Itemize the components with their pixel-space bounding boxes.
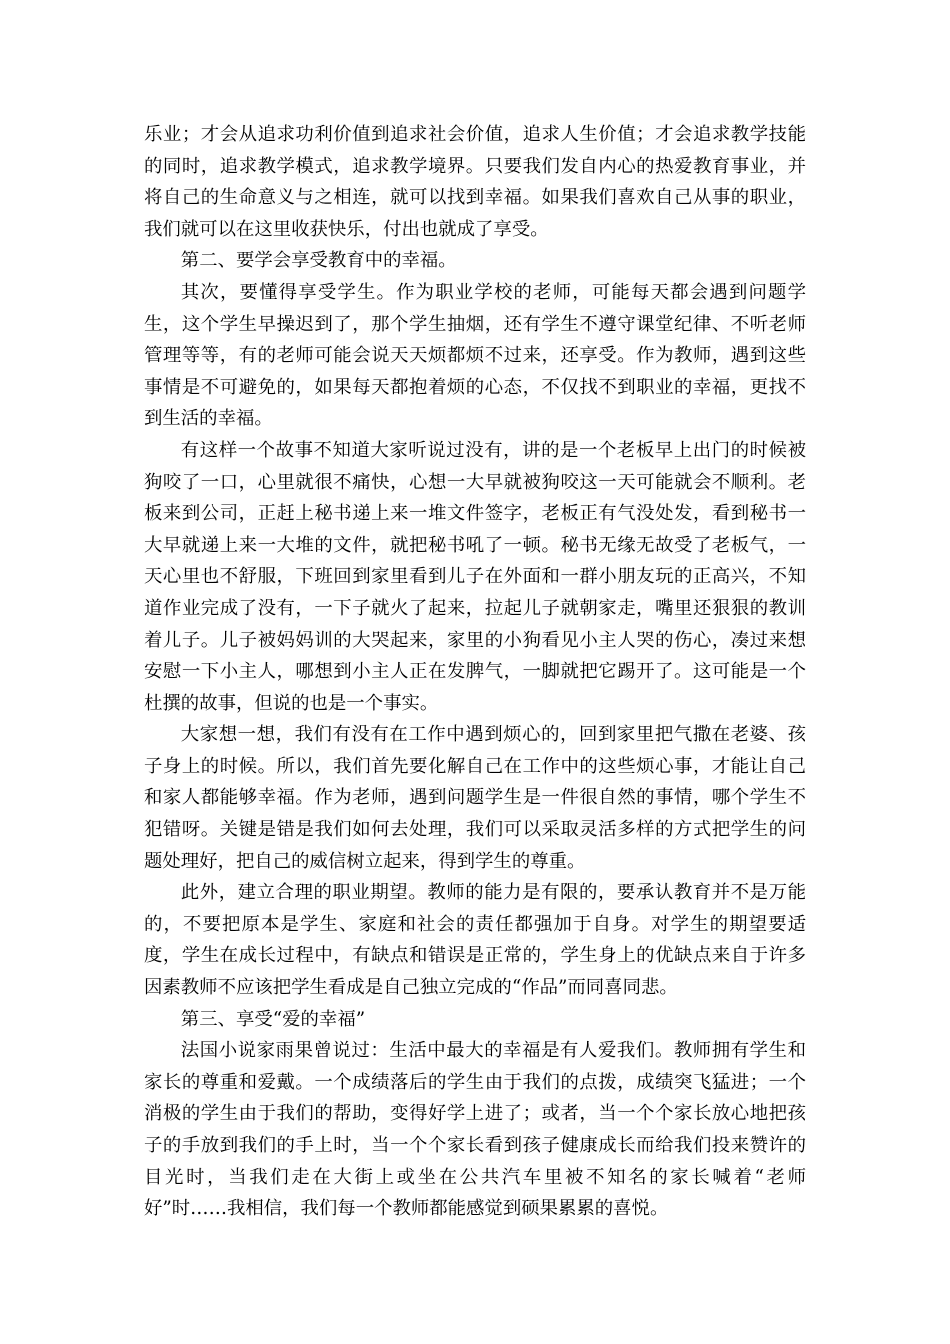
- paragraph-story: 有这样一个故事不知道大家听说过没有，讲的是一个老板早上出门的时候被狗咬了一口，心里就很不痛快，心想一大早就被狗咬这一天可能就会不顺利。老板来到公司，正赶上秘书递上来一堆文件签字，老板正有气没处发，看到秘书一大早就递上来一大堆的文件，就把秘书吼了一顿。秘书无缘无故受了老板气，一天心里也不舒服，下班回到家里看到儿子在外面和一群小朋友玩的正高兴，不知道作业完成了没有，一下子就火了起来，拉起儿子就朝家走，嘴里还狠狠的教训着儿子。儿子被妈妈训的大哭起来，家里的小狗看见小主人哭的伤心，凑过来想安慰一下小主人，哪想到小主人正在发脾气，一脚就把它踢开了。这可能是一个杜撰的故事，但说的也是一个事实。: [144, 439, 806, 714]
- heading-section-three: 第三、享受“爱的幸福”: [180, 1008, 366, 1030]
- paragraph-2: 其次，要懂得享受学生。作为职业学校的老师，可能每天都会遇到问题学生，这个学生早操迟到了，那个学生抽烟，还有学生不遵守课堂纪律、不听老师管理等等，有的老师可能会说天天烦都烦不过来，还享受。作为教师，遇到这些事情是不可避免的，如果每天都抱着烦的心态，不仅找不到职业的幸福，更找不到生活的幸福。: [144, 281, 806, 430]
- document-body: [144, 119, 806, 1225]
- paragraph-3: 大家想一想，我们有没有在工作中遇到烦心的，回到家里把气撒在老婆、孩子身上的时候。所以，我们首先要化解自己在工作中的这些烦心事，才能让自己和家人都能够幸福。作为老师，遇到问题学生是一件很自然的事情，哪个学生不犯错呀。关键是错是我们如何去处理，我们可以采取灵活多样的方式把学生的问题处理好，把自己的威信树立起来，得到学生的尊重。: [144, 724, 806, 872]
- heading-section-two: 第二、要学会享受教育中的幸福。: [180, 250, 457, 272]
- paragraph-5: 法国小说家雨果曾说过：生活中最大的幸福是有人爱我们。教师拥有学生和家长的尊重和爱戴。一个成绩落后的学生由于我们的点拨，成绩突飞猛进；一个消极的学生由于我们的帮助，变得好学上进了；或者，当一个个家长放心地把孩子的手放到我们的手上时，当一个个家长看到孩子健康成长而给我们投来赞许的目光时，当我们走在大街上或坐在公共汽车里被不知名的家长喊着“老师好”时……我相信，我们每一个教师都能感觉到硕果累累的喜悦。: [144, 1040, 806, 1220]
- paragraph-1: 乐业；才会从追求功利价值到追求社会价值，追求人生价值；才会追求教学技能的同时，追求教学模式，追求教学境界。只要我们发自内心的热爱教育事业，并将自己的生命意义与之相连，就可以找到幸福。如果我们喜欢自己从事的职业，我们就可以在这里收获快乐，付出也就成了享受。: [144, 124, 806, 240]
- paragraph-4: 此外，建立合理的职业期望。教师的能力是有限的，要承认教育并不是万能的，不要把原本是学生、家庭和社会的责任都强加于自身。对学生的期望要适度，学生在成长过程中，有缺点和错误是正常的，学生身上的优缺点来自于许多因素教师不应该把学生看成是自己独立完成的“作品”而同喜同悲。: [144, 882, 806, 999]
